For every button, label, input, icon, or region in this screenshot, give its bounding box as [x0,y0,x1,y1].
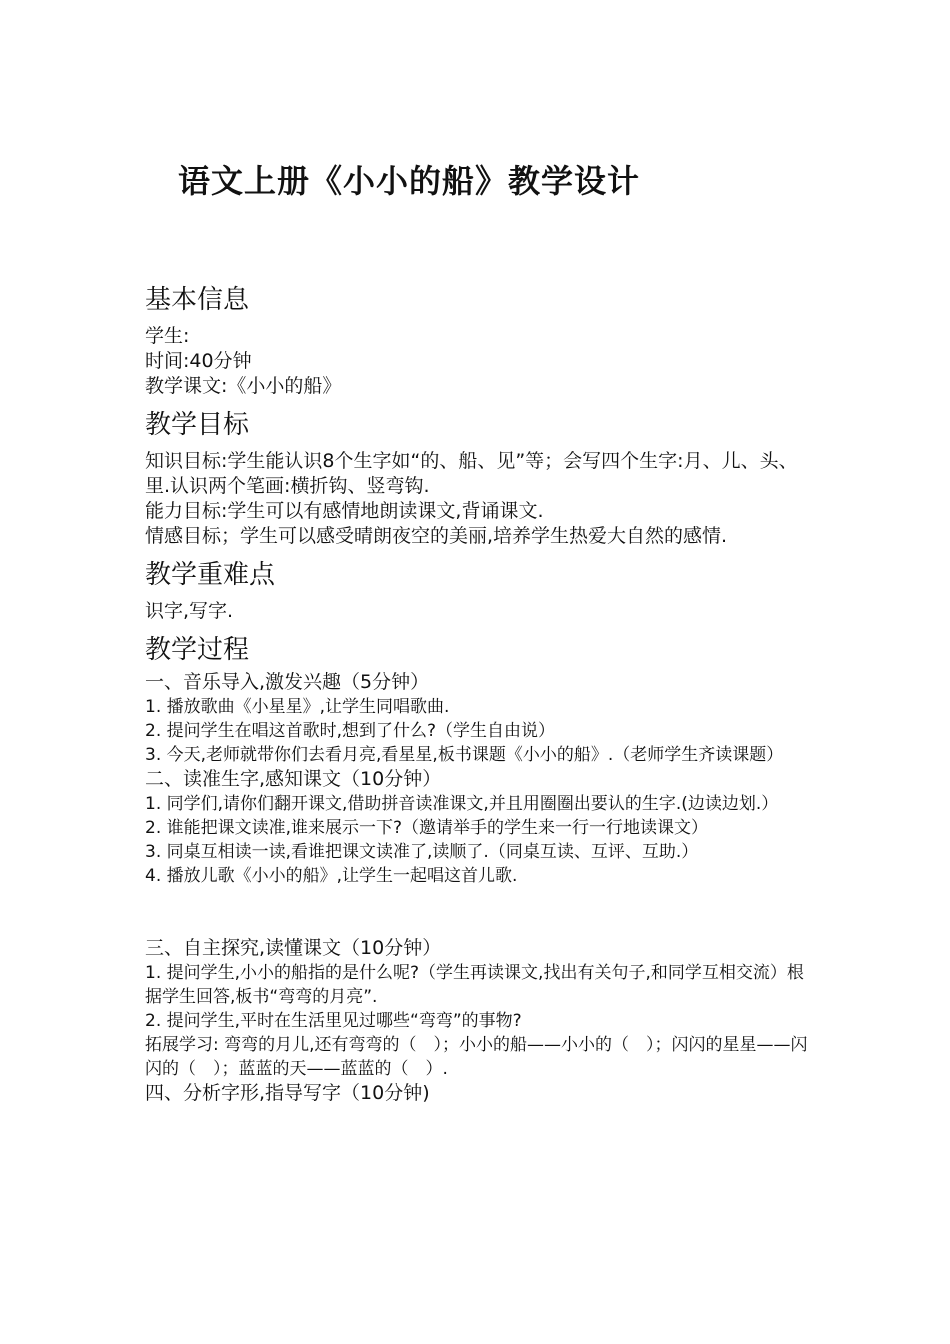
student-line: 学生: [145,325,190,347]
list-item: 拓展学习: 弯弯的月儿,还有弯弯的（ ）；小小的船——小小的（ ）；闪闪的星星——闪闪的（ ）；蓝蓝的天——蓝蓝的（ ）. [145,1035,808,1079]
knowledge-goal: 知识目标:学生能认识8个生字如“的、船、见”等；会写四个生字:月、儿、头、里.认识两个笔画:横折钩、竖弯钩. [145,450,798,497]
document-title: 语文上册《小小的船》教学设计 [178,162,641,200]
list-item: 1. 播放歌曲《小星星》,让学生同唱歌曲. [145,697,450,717]
process-step-4-title: 四、分析字形,指导写字（10分钟) [145,1082,430,1104]
list-item: 2. 提问学生,平时在生活里见过哪些“弯弯”的事物? [145,1011,522,1031]
list-item: 2. 谁能把课文读准,谁来展示一下?（邀请举手的学生来一行一行地读课文） [145,818,709,838]
list-item: 3. 今天,老师就带你们去看月亮,看星星,板书课题《小小的船》.（老师学生齐读课题） [145,745,784,765]
process-step-3-title: 三、自主探究,读懂课文（10分钟） [145,937,442,959]
list-item: 1. 同学们,请你们翻开课文,借助拼音读准课文,并且用圈圈出要认的生字.(边读边划.） [145,794,779,814]
section-heading-keypoints: 教学重难点 [145,560,276,590]
keypoints-text: 识字,写字. [145,600,234,622]
time-line: 时间:40分钟 [145,350,252,372]
process-step-1-title: 一、音乐导入,激发兴趣（5分钟） [145,671,430,693]
list-item: 1. 提问学生,小小的船指的是什么呢?（学生再读课文,找出有关句子,和同学互相交流）根据学生回答,板书“弯弯的月亮”. [145,963,804,1007]
lesson-line: 教学课文:《小小的船》 [145,375,342,397]
list-item: 2. 提问学生在唱这首歌时,想到了什么?（学生自由说） [145,721,556,741]
section-heading-goals: 教学目标 [145,410,250,440]
document-body [145,282,813,1106]
emotion-goal: 情感目标；学生可以感受晴朗夜空的美丽,培养学生热爱大自然的感情. [145,525,728,547]
process-step-2-title: 二、读准生字,感知课文（10分钟） [145,768,442,790]
list-item: 3. 同桌互相读一读,看谁把课文读准了,读顺了.（同桌互读、互评、互助.） [145,842,699,862]
list-item: 4. 播放儿歌《小小的船》,让学生一起唱这首儿歌. [145,866,518,886]
section-heading-process: 教学过程 [145,635,250,665]
section-heading-basic-info: 基本信息 [145,285,250,315]
ability-goal: 能力目标:学生可以有感情地朗读课文,背诵课文. [145,500,544,522]
